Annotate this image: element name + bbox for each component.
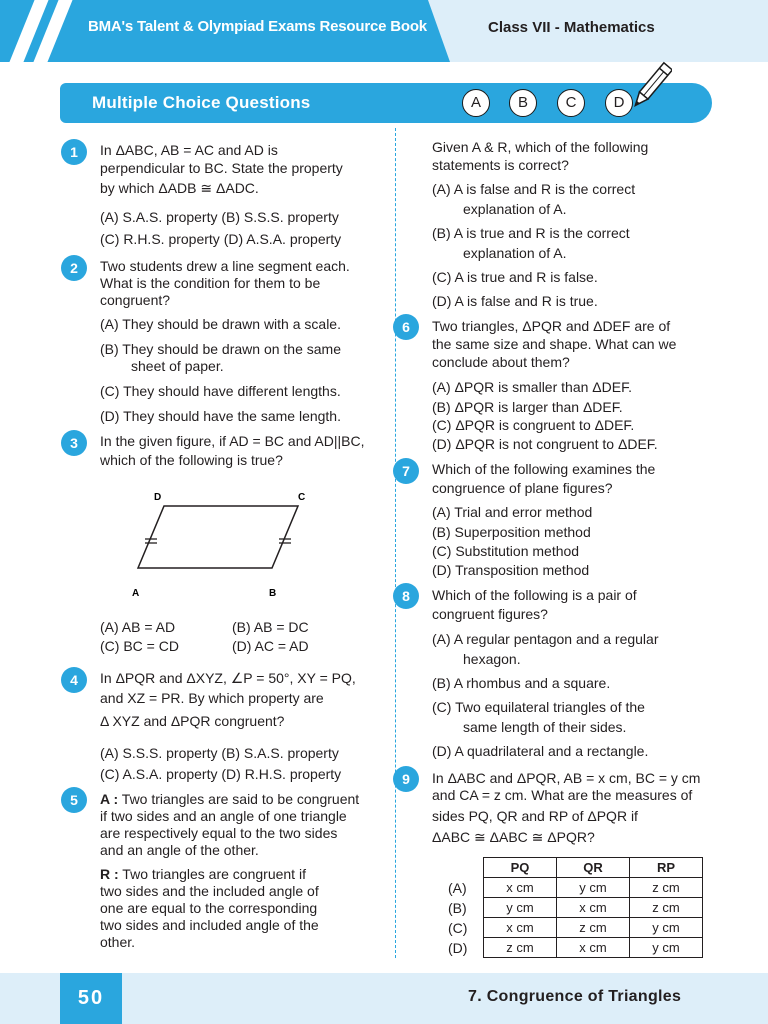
question-number: 9 xyxy=(393,766,419,792)
reason-text: Two triangles are congruent if xyxy=(118,866,306,882)
column-divider xyxy=(395,128,396,958)
table-cell: x cm xyxy=(557,938,630,958)
reason-text: other. xyxy=(100,934,136,950)
table-cell: y cm xyxy=(557,878,630,898)
answer-option: (B) AB = DC xyxy=(232,619,309,635)
row-label: (A) xyxy=(448,880,467,896)
question-text: which of the following is true? xyxy=(100,452,283,468)
option-circle-d: D xyxy=(605,89,633,117)
answer-options: (A) S.A.S. property (B) S.S.S. property xyxy=(100,209,339,225)
question-text: In the given figure, if AD = BC and AD||BC, xyxy=(100,433,365,449)
question-text: by which ΔADB ≅ ΔADC. xyxy=(100,180,259,196)
answer-options: (C) A.S.A. property (D) R.H.S. property xyxy=(100,766,342,782)
answer-option: (D) They should have the same length. xyxy=(100,408,341,424)
question-text: conclude about them? xyxy=(432,354,570,370)
section-title: Multiple Choice Questions xyxy=(92,93,311,112)
question-text: congruence of plane figures? xyxy=(432,480,613,496)
answer-option: same length of their sides. xyxy=(463,719,627,735)
answer-option: explanation of A. xyxy=(463,245,567,261)
reason-text: two sides and included angle of the xyxy=(100,917,319,933)
table-cell: z cm xyxy=(630,878,703,898)
answer-option: hexagon. xyxy=(463,651,521,667)
answer-option: (D) A is false and R is true. xyxy=(432,293,598,309)
question-text: and XZ = PR. By which property are xyxy=(100,690,324,706)
table-row xyxy=(484,918,703,938)
answer-option: (A) A is false and R is the correct xyxy=(432,181,636,197)
question-number: 6 xyxy=(393,314,419,340)
vertex-label: C xyxy=(298,492,306,503)
answer-option: (B) A rhombus and a square. xyxy=(432,675,611,691)
assertion-text: if two sides and an angle of one triangle xyxy=(100,808,347,824)
question-text: Two triangles, ΔPQR and ΔDEF are of xyxy=(432,318,671,334)
vertex-label: B xyxy=(269,588,277,599)
table-row xyxy=(484,878,703,898)
answer-option: explanation of A. xyxy=(463,201,567,217)
question-text: In ΔABC and ΔPQR, AB = x cm, BC = y cm xyxy=(432,770,701,786)
assertion-text: are respectively equal to the two sides xyxy=(100,825,338,841)
book-title: BMA's Talent & Olympiad Exams Resource Book xyxy=(88,18,427,35)
question-text: Given A & R, which of the following xyxy=(432,139,649,155)
table-cell: z cm xyxy=(557,918,630,938)
answer-option: (C) BC = CD xyxy=(100,638,179,654)
class-subject: Class VII - Mathematics xyxy=(488,19,655,36)
answer-table xyxy=(483,857,703,958)
column-header: PQ xyxy=(484,858,557,878)
question-number: 4 xyxy=(61,667,87,693)
pencil-icon xyxy=(630,58,672,114)
question-text: In ΔABC, AB = AC and AD is xyxy=(100,142,278,158)
answer-option: (B) ΔPQR is larger than ΔDEF. xyxy=(432,399,623,415)
answer-option: (B) They should be drawn on the same xyxy=(100,341,341,357)
question-text: What is the condition for them to be xyxy=(100,275,321,291)
assertion-text: Two triangles are said to be congruent xyxy=(118,791,360,807)
answer-option: sheet of paper. xyxy=(131,358,224,374)
question-number: 5 xyxy=(61,787,87,813)
table-cell: x cm xyxy=(484,878,557,898)
answer-option: (C) ΔPQR is congruent to ΔDEF. xyxy=(432,417,635,433)
table-cell: y cm xyxy=(630,918,703,938)
answer-option: (A) AB = AD xyxy=(100,619,176,635)
option-circle-b: B xyxy=(509,89,537,117)
reason-text: one are equal to the corresponding xyxy=(100,900,318,916)
assertion-text: and an angle of the other. xyxy=(100,842,259,858)
table-row xyxy=(484,938,703,958)
answer-option: (B) Superposition method xyxy=(432,524,591,540)
answer-option: (A) ΔPQR is smaller than ΔDEF. xyxy=(432,379,632,395)
question-text: perpendicular to BC. State the property xyxy=(100,160,343,176)
table-header-row xyxy=(484,858,703,878)
question-text: congruent? xyxy=(100,292,171,308)
row-label: (D) xyxy=(448,940,468,956)
question-number: 8 xyxy=(393,583,419,609)
question-text: ΔABC ≅ ΔABC ≅ ΔPQR? xyxy=(432,829,595,845)
table-cell: z cm xyxy=(630,898,703,918)
answer-option: (D) AC = AD xyxy=(232,638,309,654)
answer-option: (D) ΔPQR is not congruent to ΔDEF. xyxy=(432,436,658,452)
answer-option: (C) They should have different lengths. xyxy=(100,383,341,399)
answer-option: (A) They should be drawn with a scale. xyxy=(100,316,341,332)
answer-option: (C) A is true and R is false. xyxy=(432,269,598,285)
answer-option: (B) A is true and R is the correct xyxy=(432,225,630,241)
answer-option: (D) A quadrilateral and a rectangle. xyxy=(432,743,649,759)
question-text: Two students drew a line segment each. xyxy=(100,258,350,274)
question-text: In ΔPQR and ΔXYZ, ∠P = 50°, XY = PQ, xyxy=(100,670,356,686)
assertion-label: A : xyxy=(100,791,119,807)
table-cell: z cm xyxy=(484,938,557,958)
question-text: sides PQ, QR and RP of ΔPQR if xyxy=(432,808,638,824)
answer-option: (A) A regular pentagon and a regular xyxy=(432,631,659,647)
page-number: 50 xyxy=(60,973,122,1024)
column-header: RP xyxy=(630,858,703,878)
answer-option: (C) Substitution method xyxy=(432,543,580,559)
answer-option: (C) Two equilateral triangles of the xyxy=(432,699,645,715)
reason-text: two sides and the included angle of xyxy=(100,883,319,899)
question-number: 1 xyxy=(61,139,87,165)
question-number: 2 xyxy=(61,255,87,281)
table-cell: x cm xyxy=(557,898,630,918)
section-banner xyxy=(60,83,712,123)
row-label: (C) xyxy=(448,920,468,936)
question-text: the same size and shape. What can we xyxy=(432,336,677,352)
column-header: QR xyxy=(557,858,630,878)
question-text: congruent figures? xyxy=(432,606,548,622)
question-text: Δ XYZ and ΔPQR congruent? xyxy=(100,713,285,729)
question-text: and CA = z cm. What are the measures of xyxy=(432,787,693,803)
table-cell: y cm xyxy=(630,938,703,958)
vertex-label: D xyxy=(154,492,162,503)
table-cell: y cm xyxy=(484,898,557,918)
question-text: Which of the following examines the xyxy=(432,461,656,477)
row-label: (B) xyxy=(448,900,467,916)
chapter-title: 7. Congruence of Triangles xyxy=(468,988,682,1005)
reason-label: R : xyxy=(100,866,119,882)
answer-options: (C) R.H.S. property (D) A.S.A. property xyxy=(100,231,342,247)
option-circle-a: A xyxy=(462,89,490,117)
parallelogram-figure xyxy=(118,486,328,602)
answer-options: (A) S.S.S. property (B) S.A.S. property xyxy=(100,745,339,761)
table-row xyxy=(484,898,703,918)
question-number: 3 xyxy=(61,430,87,456)
vertex-label: A xyxy=(132,588,140,599)
question-text: Which of the following is a pair of xyxy=(432,587,637,603)
table-cell: x cm xyxy=(484,918,557,938)
question-text: statements is correct? xyxy=(432,157,569,173)
question-number: 7 xyxy=(393,458,419,484)
answer-option: (A) Trial and error method xyxy=(432,504,593,520)
answer-option: (D) Transposition method xyxy=(432,562,590,578)
option-circle-c: C xyxy=(557,89,585,117)
